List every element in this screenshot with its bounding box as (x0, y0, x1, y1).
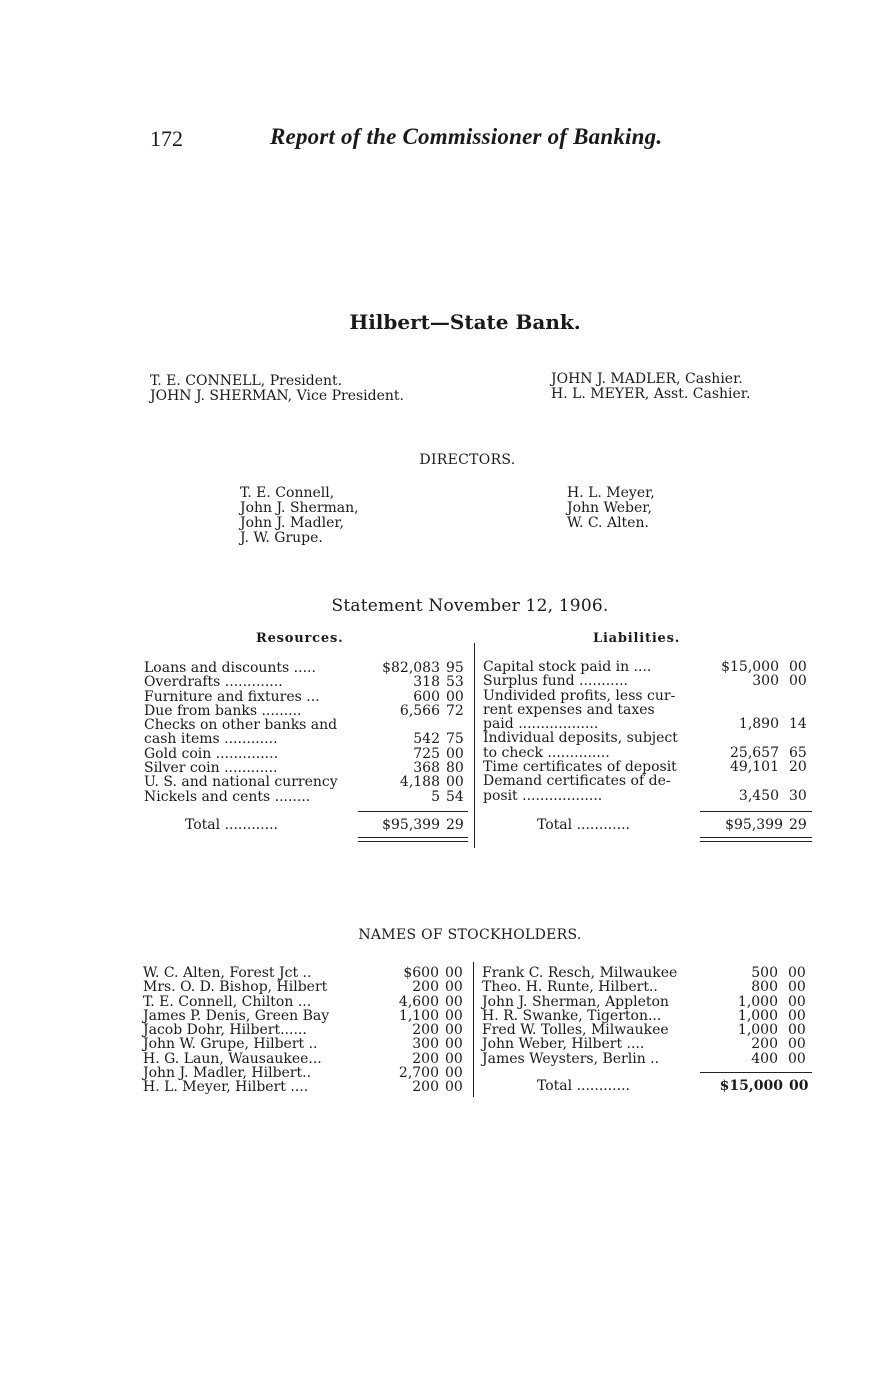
officer-line: JOHN J. MADLER, Cashier. (551, 371, 743, 387)
stockholder-row-dollars: 2,700 (398, 1065, 439, 1082)
stockholder-row (482, 995, 812, 1009)
statement-heading: Statement November 12, 1906. (331, 596, 609, 616)
liabilities-heading: Liabilities. (593, 631, 681, 646)
officer-line: H. L. MEYER, Asst. Cashier. (551, 386, 751, 402)
stockholder-row (143, 1052, 473, 1066)
stockholder-row (482, 1023, 812, 1037)
liability-row-cents: 65 (789, 744, 807, 761)
resource-row-dollars: 318 (413, 674, 440, 691)
statement-column-divider (474, 643, 475, 848)
page-number: 172 (150, 126, 183, 151)
liabilities-list (483, 660, 813, 803)
resource-row (144, 661, 474, 675)
stockholder-row-label: H. L. Meyer, Hilbert .... (143, 1079, 309, 1096)
resource-row (144, 718, 474, 732)
stockholders-total-rule (700, 1072, 812, 1073)
stockholder-row-dollars: $600 (403, 965, 439, 981)
liability-row-dollars: 49,101 (730, 759, 779, 776)
resource-row-cents: 80 (446, 760, 464, 777)
resources-total-double-rule (358, 837, 468, 842)
resource-row-dollars: 542 (413, 731, 440, 748)
stockholder-row (143, 966, 473, 980)
stockholder-row-cents: 00 (788, 965, 806, 981)
officers-left (150, 374, 404, 404)
resource-row (144, 704, 474, 718)
stockholder-row-label: James Weysters, Berlin .. (482, 1050, 660, 1067)
liability-row (483, 717, 813, 731)
stockholders-column-divider (473, 962, 474, 1097)
resources-total-rule (358, 811, 468, 812)
resource-row-dollars: 6,566 (399, 702, 440, 719)
resources-total-dollars: $95,399 (382, 817, 440, 833)
liability-row-label: Time certificates of deposit (483, 759, 677, 776)
stockholder-row-dollars: 200 (751, 1036, 778, 1053)
resource-row-label: cash items ............ (144, 731, 278, 748)
liability-row-label: posit .................. (483, 787, 603, 804)
resource-row-cents: 00 (446, 745, 464, 762)
liability-row-label: Individual deposits, subject (483, 730, 678, 747)
director-name: T. E. Connell, (240, 485, 335, 501)
directors-left (240, 486, 359, 546)
stockholder-row-label: John J. Sherman, Appleton (482, 993, 669, 1010)
resource-row-dollars: 5 (431, 788, 440, 805)
stockholder-row-cents: 00 (445, 1079, 463, 1096)
liability-row-cents: 20 (789, 759, 807, 776)
resource-row-dollars: 600 (413, 688, 440, 705)
stockholder-row-dollars: 400 (751, 1050, 778, 1067)
liabilities-total-cents: 29 (789, 817, 807, 833)
liability-row (483, 789, 813, 803)
liability-row-cents: 00 (789, 659, 807, 675)
running-title: Report of the Commissioner of Banking. (270, 124, 663, 149)
stockholder-row (143, 1066, 473, 1080)
stockholders-total-dollars: $15,000 (719, 1078, 783, 1094)
resources-total-label: Total ............ (185, 817, 278, 833)
stockholder-row-label: John W. Grupe, Hilbert .. (143, 1036, 318, 1053)
liability-row-dollars: 25,657 (730, 744, 779, 761)
resource-row-label: Overdrafts ............. (144, 674, 283, 691)
stockholder-row-cents: 00 (445, 993, 463, 1010)
director-name: John Weber, (567, 500, 652, 516)
stockholder-row-cents: 00 (788, 1022, 806, 1039)
resource-row-cents: 95 (446, 660, 464, 676)
stockholder-row-cents: 00 (788, 979, 806, 996)
director-name: John J. Sherman, (240, 500, 359, 516)
resource-row-label: Loans and discounts ..... (144, 660, 316, 676)
stockholder-row-dollars: 200 (412, 1079, 439, 1096)
stockholder-row-cents: 00 (788, 1007, 806, 1024)
directors-heading: DIRECTORS. (419, 452, 516, 468)
liability-row-dollars: 300 (752, 673, 779, 690)
stockholder-row-dollars: 200 (412, 979, 439, 996)
stockholder-row-dollars: 300 (412, 1036, 439, 1053)
stockholder-row (143, 1023, 473, 1037)
liability-row-dollars: 3,450 (738, 787, 779, 804)
stockholder-row-label: T. E. Connell, Chilton ... (143, 993, 312, 1010)
stockholder-row (143, 980, 473, 994)
resource-row-cents: 72 (446, 702, 464, 719)
stockholders-total-cents: 00 (789, 1078, 809, 1094)
stockholder-row (482, 966, 812, 980)
liability-row-label: Capital stock paid in .... (483, 659, 652, 675)
stockholder-row-dollars: 200 (412, 1050, 439, 1067)
stockholder-row-cents: 00 (445, 1036, 463, 1053)
liability-row (483, 731, 813, 745)
stockholder-row-label: John J. Madler, Hilbert.. (143, 1065, 312, 1082)
stockholder-row (143, 1080, 473, 1094)
stockholder-row-cents: 00 (788, 1036, 806, 1053)
resource-row (144, 747, 474, 761)
resource-row-cents: 75 (446, 731, 464, 748)
director-name: John J. Madler, (240, 515, 344, 531)
stockholder-row-label: Jacob Dohr, Hilbert...... (143, 1022, 307, 1039)
liability-row-dollars: 1,890 (738, 716, 779, 733)
stockholder-row-cents: 00 (445, 1007, 463, 1024)
stockholder-row (143, 995, 473, 1009)
stockholder-row-label: James P. Denis, Green Bay (143, 1007, 330, 1024)
stockholder-row-cents: 00 (788, 993, 806, 1010)
stockholder-row-cents: 00 (445, 1065, 463, 1082)
stockholders-heading: NAMES OF STOCKHOLDERS. (358, 927, 582, 943)
stockholder-row-label: Fred W. Tolles, Milwaukee (482, 1022, 669, 1039)
stockholder-row-dollars: 1,000 (737, 993, 778, 1010)
stockholder-row-cents: 00 (445, 979, 463, 996)
liabilities-total-dollars: $95,399 (725, 817, 783, 833)
stockholder-row-dollars: 500 (751, 965, 778, 981)
resource-row-label: Silver coin ............ (144, 760, 278, 777)
resource-row-label: U. S. and national currency (144, 774, 338, 791)
stockholder-row-dollars: 200 (412, 1022, 439, 1039)
director-name: J. W. Grupe. (240, 530, 323, 546)
stockholder-row-label: Theo. H. Runte, Hilbert.. (482, 979, 658, 996)
liability-row (483, 674, 813, 688)
bank-title: Hilbert—State Bank. (349, 310, 581, 334)
directors-right (567, 486, 655, 531)
stockholder-row (143, 1009, 473, 1023)
officer-line: T. E. CONNELL, President. (150, 373, 343, 389)
liability-row (483, 660, 813, 674)
resource-row-cents: 53 (446, 674, 464, 691)
stockholder-row (482, 980, 812, 994)
liabilities-total-double-rule (700, 837, 812, 842)
stockholder-row-dollars: 1,000 (737, 1007, 778, 1024)
stockholder-row-cents: 00 (788, 1050, 806, 1067)
liability-row-label: Undivided profits, less cur- (483, 687, 676, 704)
resource-row-dollars: 725 (413, 745, 440, 762)
stockholder-row-cents: 00 (445, 1050, 463, 1067)
resource-row-label: Due from banks ......... (144, 702, 302, 719)
resources-list (144, 661, 474, 804)
liability-row (483, 746, 813, 760)
stockholder-row-label: John Weber, Hilbert .... (482, 1036, 645, 1053)
stockholder-row-label: Frank C. Resch, Milwaukee (482, 965, 678, 981)
stockholder-row (482, 1009, 812, 1023)
director-name: H. L. Meyer, (567, 485, 655, 501)
stockholder-row-label: H. G. Laun, Wausaukee... (143, 1050, 322, 1067)
resource-row-dollars: $82,083 (382, 660, 440, 676)
officers-right (551, 372, 750, 402)
stockholders-total-label: Total ............ (537, 1078, 630, 1094)
stockholder-row (482, 1037, 812, 1051)
resource-row (144, 690, 474, 704)
liabilities-total-label: Total ............ (537, 817, 630, 833)
resource-row (144, 775, 474, 789)
stockholder-row (482, 1052, 812, 1066)
liabilities-total-rule (700, 811, 812, 812)
stockholder-row (143, 1037, 473, 1051)
liability-row-label: Surplus fund ........... (483, 673, 628, 690)
liability-row-cents: 00 (789, 673, 807, 690)
stockholder-row-dollars: 1,100 (398, 1007, 439, 1024)
stockholder-row-label: W. C. Alten, Forest Jct .. (143, 965, 312, 981)
stockholder-row-dollars: 1,000 (737, 1022, 778, 1039)
resource-row-cents: 54 (446, 788, 464, 805)
stockholder-row-label: H. R. Swanke, Tigerton... (482, 1007, 662, 1024)
liability-row-cents: 30 (789, 787, 807, 804)
liability-row-label: to check .............. (483, 744, 610, 761)
resource-row-label: Checks on other banks and (144, 717, 338, 734)
stockholder-row-cents: 00 (445, 965, 463, 981)
resource-row-label: Furniture and fixtures ... (144, 688, 320, 705)
resource-row-dollars: 368 (413, 760, 440, 777)
liability-row-label: Demand certificates of de- (483, 773, 671, 790)
resource-row-cents: 00 (446, 774, 464, 791)
resource-row-label: Gold coin .............. (144, 745, 279, 762)
liability-row (483, 774, 813, 788)
director-name: W. C. Alten. (567, 515, 649, 531)
resource-row-dollars: 4,188 (399, 774, 440, 791)
stockholders-right-list (482, 966, 812, 1066)
officer-line: JOHN J. SHERMAN, Vice President. (150, 388, 405, 404)
resources-total-cents: 29 (446, 817, 464, 833)
liability-row (483, 760, 813, 774)
stockholder-row-dollars: 800 (751, 979, 778, 996)
resource-row (144, 761, 474, 775)
liability-row (483, 689, 813, 703)
stockholder-row-label: Mrs. O. D. Bishop, Hilbert (143, 979, 328, 996)
resource-row (144, 790, 474, 804)
liability-row-dollars: $15,000 (721, 659, 779, 675)
liability-row-label: rent expenses and taxes (483, 701, 655, 718)
liability-row (483, 703, 813, 717)
resource-row-label: Nickels and cents ........ (144, 788, 311, 805)
resources-heading: Resources. (256, 631, 344, 646)
stockholders-left-list (143, 966, 473, 1095)
stockholder-row-cents: 00 (445, 1022, 463, 1039)
resource-row (144, 732, 474, 746)
liability-row-cents: 14 (789, 716, 807, 733)
stockholder-row-dollars: 4,600 (398, 993, 439, 1010)
resource-row (144, 675, 474, 689)
resource-row-cents: 00 (446, 688, 464, 705)
liability-row-label: paid .................. (483, 716, 599, 733)
